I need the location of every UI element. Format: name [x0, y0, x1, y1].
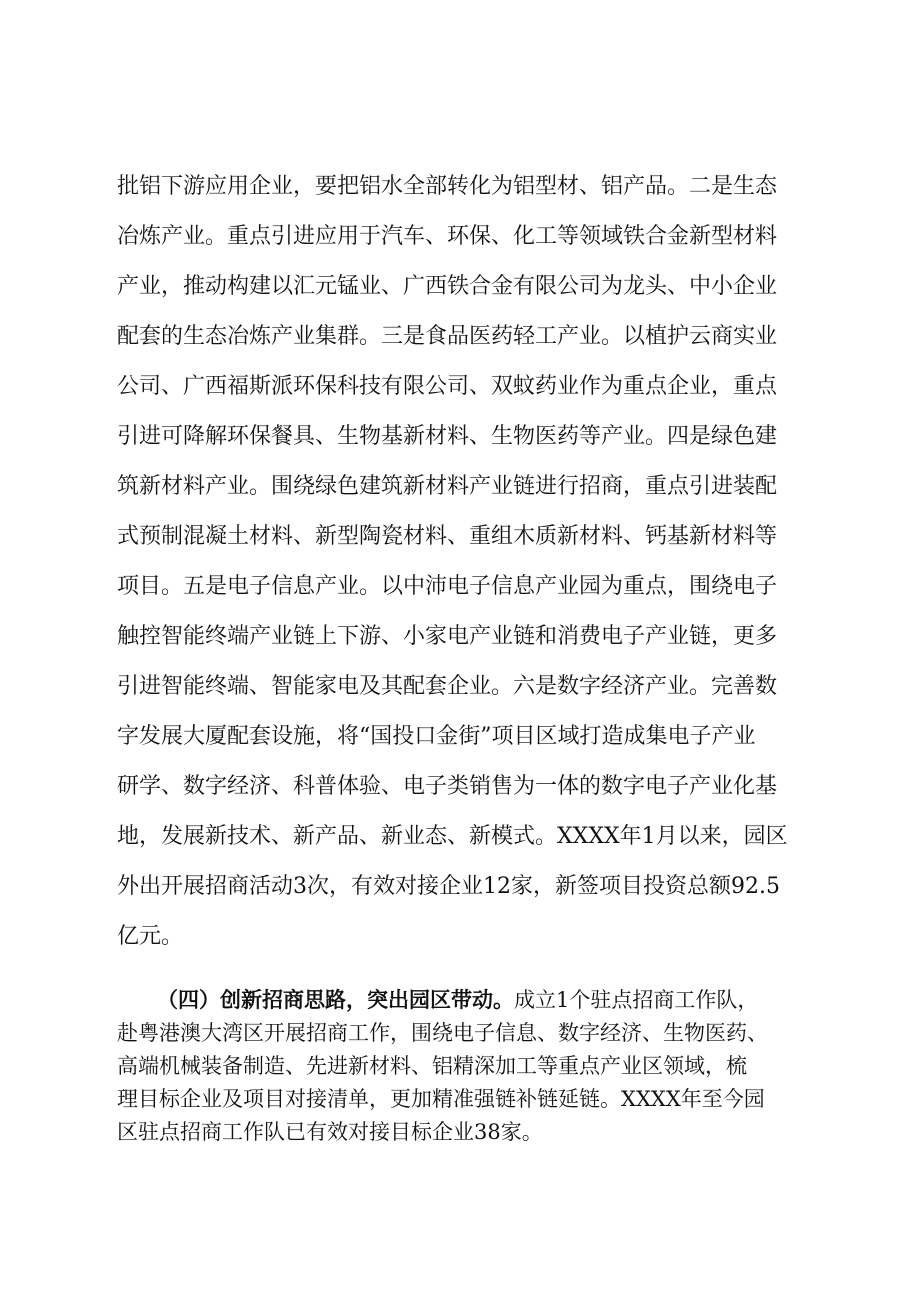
- text-line: 筑新材料产业。围绕绿色建筑新材料产业链进行招商，重点引进装配: [117, 474, 778, 499]
- text-line: 配套的生态冶炼产业集群。三是食品医药轻工产业。以植护云商实业: [117, 324, 778, 349]
- text-line: 触控智能终端产业链上下游、小家电产业链和消费电子产业链，更多: [117, 624, 778, 649]
- text-line: 引进智能终端、智能家电及其配套企业。六是数字经济产业。完善数: [117, 674, 778, 699]
- text-line: 批铝下游应用企业，要把铝水全部转化为铝型材、铝产品。二是生态: [117, 174, 778, 199]
- text-line: 字发展大厦配套设施，将“国投口金街”项目区域打造成集电子产业: [117, 724, 756, 749]
- text-line: 区驻点招商工作队已有效对接目标企业38家。: [117, 1120, 543, 1144]
- text-line: 冶炼产业。重点引进应用于汽车、环保、化工等领域铁合金新型材料: [117, 224, 778, 249]
- section-heading: （四）创新招商思路，突出园区带动。: [157, 987, 514, 1012]
- text-line: 研学、数字经济、科普体验、电子类销售为一体的数字电子产业化基: [117, 774, 778, 799]
- text-line: 外出开展招商活动3次，有效对接企业12家，新签项目投资总额92.5: [117, 874, 780, 899]
- text-line: 项目。五是电子信息产业。以中沛电子信息产业园为重点，围绕电子: [117, 574, 778, 599]
- text-line: 地，发展新技术、新产品、新业态、新模式。XXXX年1月以来，园区: [117, 824, 788, 849]
- text-line: 式预制混凝土材料、新型陶瓷材料、重组木质新材料、钙基新材料等: [117, 524, 778, 549]
- text-span: 成立1个驻点招商工作队，: [514, 988, 759, 1012]
- text-line: 公司、广西福斯派环保科技有限公司、双蚊药业作为重点企业，重点: [117, 374, 778, 399]
- text-line: 产业，推动构建以汇元锰业、广西铁合金有限公司为龙头、中小企业: [117, 274, 778, 299]
- text-line: 高端机械装备制造、先进新材料、铝精深加工等重点产业区领域，梳: [117, 1054, 747, 1078]
- text-line: 赴粤港澳大湾区开展招商工作，围绕电子信息、数字经济、生物医药、: [117, 1021, 768, 1045]
- text-line: 引进可降解环保餐具、生物基新材料、生物医药等产业。四是绿色建: [117, 424, 778, 449]
- text-line: 理目标企业及项目对接清单，更加精准强链补链延链。XXXX年至今园: [117, 1087, 765, 1111]
- text-line: [157, 986, 758, 1014]
- text-line: 亿元。: [117, 924, 184, 949]
